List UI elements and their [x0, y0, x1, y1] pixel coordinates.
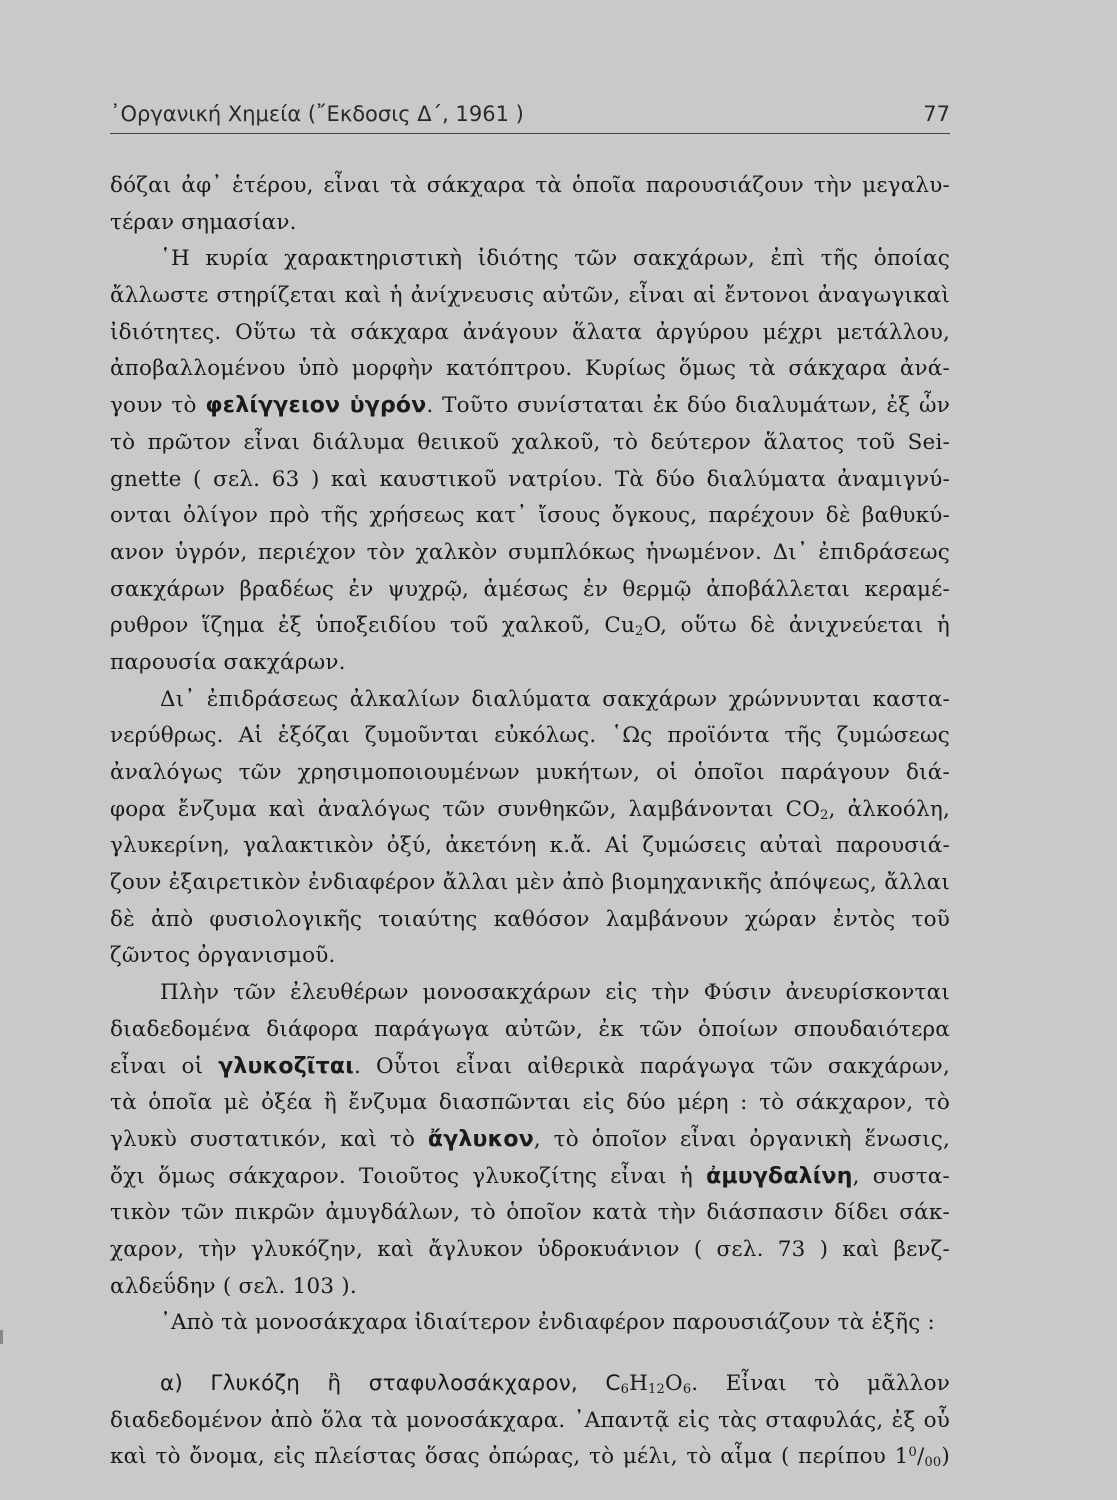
text-segment: . Οὗτοι εἶναι αἰθερικὰ παράγωγα τῶν σακχάρων, [354, 1053, 950, 1079]
text-segment: α) Γλυκόζη ἢ σταφυλοσάκχαρον, C [160, 1371, 621, 1396]
text-segment: . Τοῦτο συνίσταται ἐκ δύο διαλυμάτων, ἐξ ὧν [426, 393, 950, 419]
text-line: ἰδιότητες. Οὕτω τὰ σάκχαρα ἀνάγουν ἅλατα ἀργύρου μέχρι μετάλλου, [110, 319, 950, 345]
text-line [110, 388, 950, 425]
text-line: ἄλλωστε στηρίζεται καὶ ἡ ἀνίχνευσις αὐτῶν, εἶναι αἱ ἔντονοι ἀναγωγικαὶ [110, 283, 950, 309]
text-segment: O, οὕτω δὲ ἀνιχνεύεται ἡ [643, 613, 950, 639]
text-line: gnette ( σελ. 63 ) καὶ καυστικοῦ νατρίου. Τὰ δύο διαλύματα ἀναμιγνύ- [110, 466, 950, 492]
subscript: 6 [620, 1382, 630, 1397]
text-line [110, 792, 950, 829]
subscript: 2 [635, 624, 644, 640]
subscript: 00 [924, 1455, 942, 1471]
text-line: τὸ πρῶτον εἶναι διάλυμα θειικοῦ χαλκοῦ, τὸ δεύτερον ἅλατος τοῦ Sei- [110, 429, 950, 455]
text-segment: , τὸ ὁποῖον εἶναι ὀργανικὴ ἕνωσις, [533, 1126, 950, 1152]
text-line: γλυκερίνη, γαλακτικὸν ὀξύ, ἀκετόνη κ.ἄ. Αἱ ζυμώσεις αὐταὶ παρουσιά- [110, 833, 950, 859]
running-title: ᾿Οργανική Χημεία (῎Εκδοσις Δ΄, 1961 ) [110, 102, 524, 126]
section-gap [110, 1342, 950, 1366]
text-line: ἀποβαλλομένου ὑπὸ μορφὴν κατόπτρου. Κυρίως ὅμως τὰ σάκχαρα ἀνά- [110, 356, 950, 382]
page-number: 77 [923, 102, 950, 126]
text-line: ἀναλόγως τῶν χρησιμοποιουμένων μυκήτων, οἱ ὁποῖοι παράγουν διά- [110, 760, 950, 785]
text-line: ανον ὑγρόν, περιέχον τὸν χαλκὸν συμπλόκως ἡνωμένον. Δι᾿ ἐπιδράσεως [110, 539, 950, 565]
text-line: τὰ ὁποῖα μὲ ὀξέα ἢ ἔνζυμα διασπῶνται εἰς δύο μέρη : τὸ σάκχαρον, τὸ [110, 1090, 950, 1116]
subscript: 2 [820, 807, 829, 823]
text-line: διαδεδομένα διάφορα παράγωγα αὐτῶν, ἐκ τῶν ὁποίων σπουδαιότερα [110, 1016, 950, 1042]
text-segment: ρυθρον ἵζημα ἐξ ὑποξειδίου τοῦ χαλκοῦ, Cu [110, 613, 636, 639]
text-segment: ὄχι ὅμως σάκχαρον. Τοιοῦτος γλυκοζίτης εἶναι ἡ [110, 1163, 693, 1189]
margin-mark [0, 1330, 3, 1344]
text-line: ζῶντος ὀργανισμοῦ. [110, 943, 336, 969]
paragraph-start: Δι᾿ ἐπιδράσεως ἀλκαλίων διαλύματα σακχάρων χρώννυνται καστα- [160, 686, 950, 712]
text-line [110, 1159, 950, 1196]
text-segment: / [917, 1444, 925, 1470]
text-segment: φορα ἔνζυμα καὶ ἀναλόγως τῶν συνθηκῶν, λαμβάνονται CO [110, 796, 821, 822]
text-line: τέραν σημασίαν. [110, 209, 297, 235]
text-line [110, 608, 950, 645]
header-rule [110, 133, 950, 134]
running-header [110, 98, 950, 132]
text-segment: γλυκὺ συστατικόν, καὶ τὸ [110, 1126, 416, 1152]
text-line: σακχάρων βραδέως ἐν ψυχρῷ, ἀμέσως ἐν θερμῷ ἀποβάλλεται κεραμέ- [110, 576, 950, 602]
text-segment: , ἀλκοόλη, [828, 796, 950, 822]
subscript: 12 [648, 1382, 665, 1397]
subscript: 6 [682, 1382, 692, 1397]
text-segment: γουν τὸ [110, 393, 197, 419]
text-segment: εἶναι οἱ [110, 1053, 204, 1079]
bold-term-glycosides: γλυκοζῖται [218, 1053, 354, 1079]
text-segment: . Εἶναι τὸ μᾶλλον [691, 1371, 950, 1396]
text-line: αλδεΰδην ( σελ. 103 ). [110, 1273, 357, 1299]
text-line: ονται ὀλίγον πρὸ τῆς χρήσεως κατ᾿ ἴσους ὄγκους, παρέχουν δὲ βαθυκύ- [110, 503, 950, 529]
text-line [110, 1049, 950, 1086]
text-line: διαδεδομένον ἀπὸ ὅλα τὰ μονοσάκχαρα. ᾿Απαντᾷ εἰς τὰς σταφυλάς, ἐξ οὗ [110, 1407, 950, 1433]
text-line [110, 1122, 950, 1159]
text-line: παρουσία σακχάρων. [110, 649, 346, 675]
bold-term-aglycone: ἄγλυκον [427, 1126, 534, 1152]
text-line: δὲ ἀπὸ φυσιολογικῆς τοιαύτης καθόσον λαμβάνουν χώραν ἐντὸς τοῦ [110, 906, 950, 932]
superscript: 0 [908, 1445, 917, 1461]
paragraph-start: Πλὴν τῶν ἐλευθέρων μονοσακχάρων εἰς τὴν Φύσιν ἀνευρίσκονται [160, 980, 950, 1006]
text-line: τικὸν τῶν πικρῶν ἀμυγδάλων, τὸ ὁποῖον κατὰ τὴν διάσπασιν δίδει σάκ- [110, 1200, 950, 1226]
text-segment: καὶ τὸ ὄνομα, εἰς πλείστας ὅσας ὀπώρας, τὸ μέλι, τὸ αἷμα ( περίπου 1 [110, 1444, 909, 1470]
paragraph-start [110, 1366, 950, 1403]
text-line: νερύθρως. Αἱ ἑξόζαι ζυμοῦνται εὐκόλως. ῾Ως προϊόντα τῆς ζυμώσεως [110, 723, 950, 749]
text-segment: O [664, 1371, 683, 1396]
body-text [110, 168, 950, 1476]
text-segment: , συστα- [852, 1163, 950, 1189]
bold-term-amygdalin: ἀμυγδαλίνη [706, 1163, 853, 1189]
text-line [110, 1439, 950, 1476]
text-line: ζουν ἐξαιρετικὸν ἐνδιαφέρον ἄλλαι μὲν ἀπὸ βιομηχανικῆς ἀπόψεως, ἄλλαι [110, 870, 950, 896]
text-line: δόζαι ἀφ᾿ ἑτέρου, εἶναι τὰ σάκχαρα τὰ ὁποῖα παρουσιάζουν τὴν μεγαλυ- [110, 173, 950, 198]
bold-term-fehling: φελίγγειον ὑγρόν [205, 393, 427, 419]
paragraph-start: ᾿Απὸ τὰ μονοσάκχαρα ἰδιαίτερον ἐνδιαφέρον παρουσιάζουν τὰ ἑξῆς : [160, 1310, 935, 1336]
paragraph-start: ῾Η κυρία χαρακτηριστικὴ ἰδιότης τῶν σακχάρων, ἐπὶ τῆς ὁποίας [160, 246, 950, 272]
text-segment: H [629, 1371, 649, 1396]
text-segment: ) [941, 1444, 950, 1470]
text-line: χαρον, τὴν γλυκόζην, καὶ ἄγλυκον ὑδροκυάνιον ( σελ. 73 ) καὶ βενζ- [110, 1236, 950, 1262]
